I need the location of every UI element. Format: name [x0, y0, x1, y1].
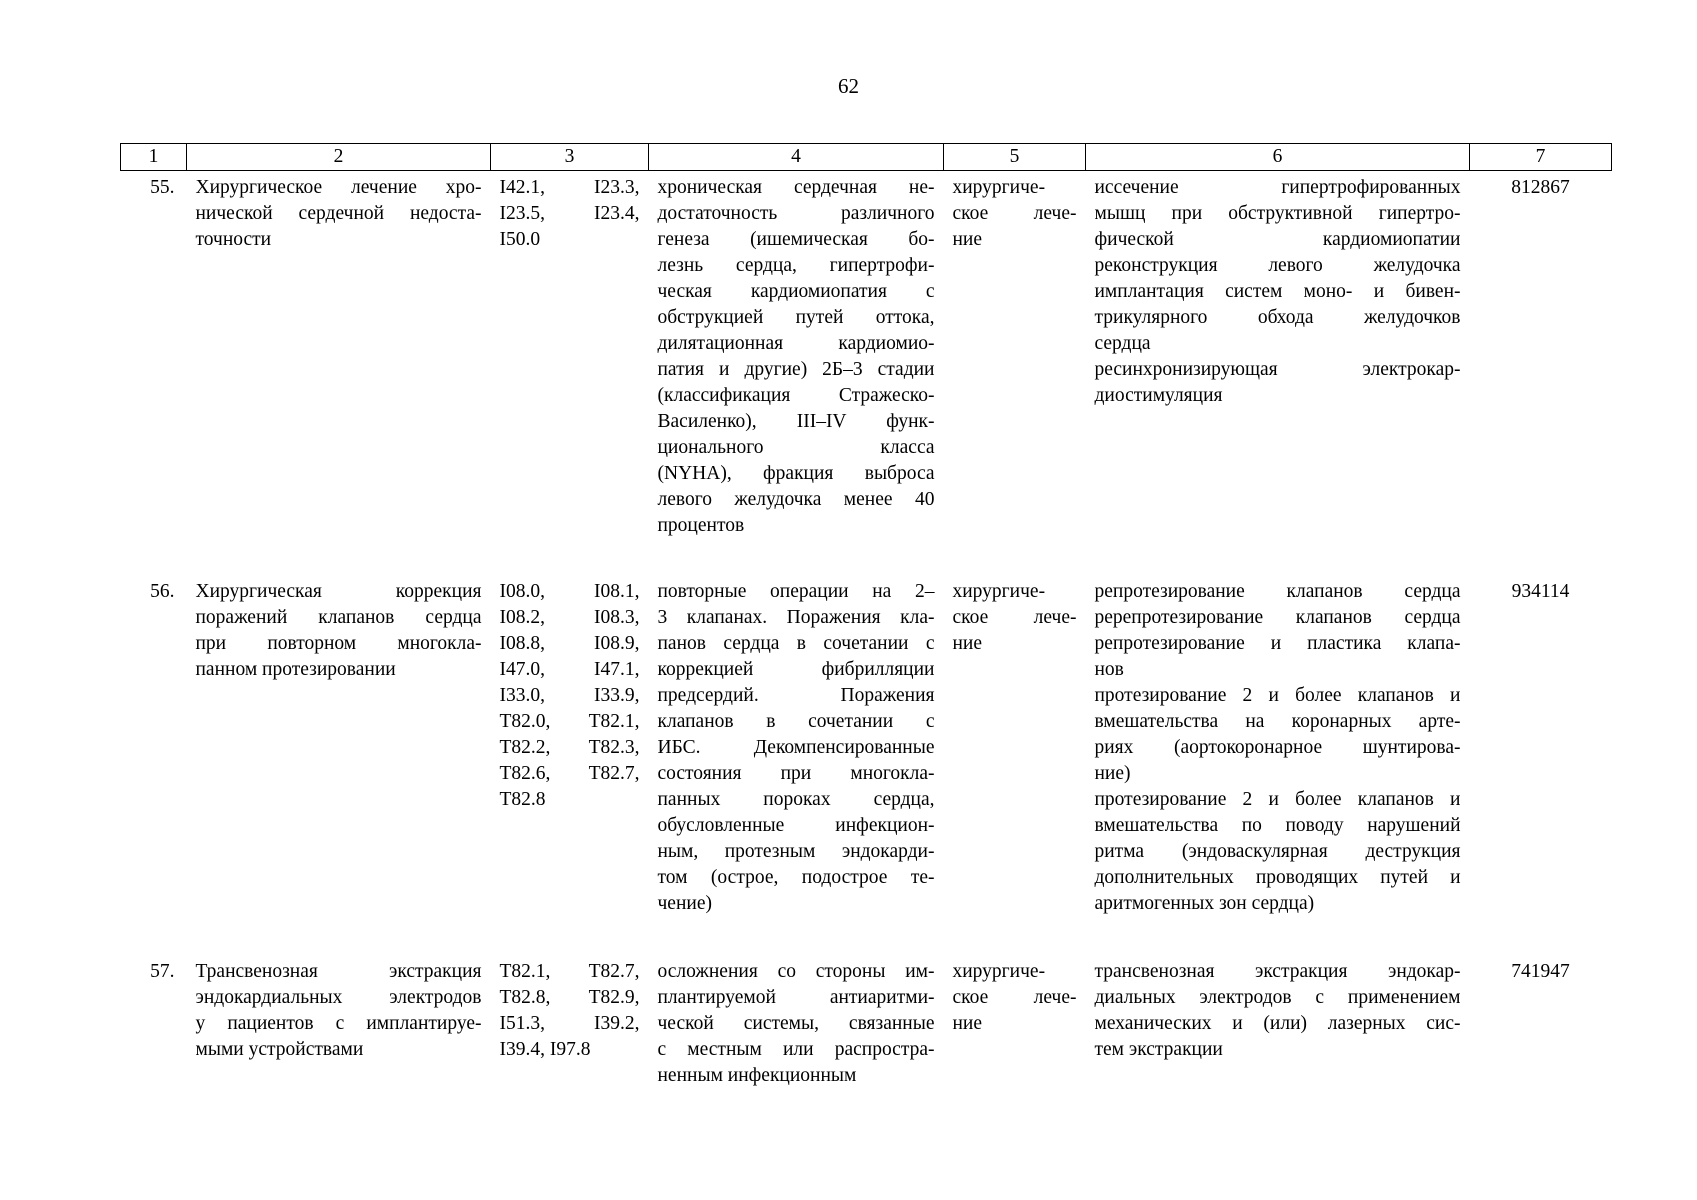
condition-description-line: 3 клапанах. Поражения кла- — [657, 607, 935, 628]
code: T82.6, — [499, 763, 551, 784]
procedure-name — [187, 539, 491, 917]
treatment-type — [944, 917, 1086, 1089]
condition-description-line: с местным или распростра- — [657, 1039, 935, 1060]
condition-description-line: панных пороках сердца, — [657, 789, 935, 810]
treatment-type-line: хирургиче- — [952, 581, 1046, 602]
column-header: 7 — [1470, 144, 1612, 171]
row-number: 56. — [150, 581, 175, 602]
code: I47.0, — [499, 659, 545, 680]
condition-description-line: (классификация Стражеско- — [657, 385, 935, 406]
condition-description-line: ным, протезным эндокарди- — [657, 841, 935, 862]
cost-value: 741947 — [1511, 961, 1570, 982]
procedure-name-line: Хирургическая коррекция — [195, 581, 482, 602]
treatment-method-line: протезирование 2 и более клапанов и — [1094, 685, 1461, 706]
procedures-table — [120, 143, 1612, 1089]
treatment-type-line: хирургиче- — [952, 961, 1046, 982]
code: T82.1, — [499, 961, 551, 982]
code: I23.4, — [594, 203, 640, 224]
condition-description-line: повторные операции на 2– — [657, 581, 935, 602]
condition-description-line: состояния при многокла- — [657, 763, 935, 784]
table-body — [121, 171, 1612, 1090]
column-header: 3 — [491, 144, 649, 171]
treatment-method-line: риях (аортокоронарное шунтирова- — [1094, 737, 1461, 758]
code: I50.0 — [499, 229, 541, 250]
treatment-method-line: сердца — [1094, 333, 1151, 354]
code: T82.2, — [499, 737, 551, 758]
condition-description-line: генеза (ишемическая бо- — [657, 229, 935, 250]
treatment-method-line: протезирование 2 и более клапанов и — [1094, 789, 1461, 810]
code: I51.3, — [499, 1013, 545, 1034]
table-header — [121, 144, 1612, 171]
procedure-name-line: точности — [195, 229, 272, 250]
code: T82.7, — [588, 763, 640, 784]
treatment-method-line: диостимуляция — [1094, 385, 1223, 406]
cost-value: 812867 — [1511, 177, 1570, 198]
treatment-type-line: ние — [952, 229, 983, 250]
treatment-method-line: ресинхронизирующая электрокар- — [1094, 359, 1461, 380]
procedure-name-line: Трансвенозная экстракция — [195, 961, 482, 982]
treatment-method-line: репротезирование клапанов сердца — [1094, 581, 1461, 602]
diagnosis-codes — [491, 917, 649, 1089]
code: T82.3, — [588, 737, 640, 758]
condition-description-line: процентов — [657, 515, 745, 536]
code: I23.5, — [499, 203, 545, 224]
condition-description-line: панов сердца в сочетании с — [657, 633, 935, 654]
code: I42.1, — [499, 177, 545, 198]
page-number: 62 — [838, 74, 859, 98]
treatment-method-line: реконструкция левого желудочка — [1094, 255, 1461, 276]
treatment-type-line: ние — [952, 633, 983, 654]
condition-description-line: (NYHA), фракция выброса — [657, 463, 935, 484]
column-header: 6 — [1086, 144, 1470, 171]
treatment-method-line: имплантация систем моно- и бивен- — [1094, 281, 1461, 302]
treatment-method — [1086, 171, 1470, 540]
code: I33.9, — [594, 685, 640, 706]
code: I47.1, — [594, 659, 640, 680]
treatment-type — [944, 539, 1086, 917]
treatment-method-line: фической кардиомиопатии — [1094, 229, 1461, 250]
procedure-name-line: панном протезировании — [195, 659, 396, 680]
table-row — [121, 539, 1612, 917]
code: T82.8 — [499, 789, 546, 810]
condition-description-line: обусловленные инфекцион- — [657, 815, 935, 836]
table-row — [121, 917, 1612, 1089]
treatment-type-line: ское лече- — [952, 203, 1077, 224]
treatment-type-line: ние — [952, 1013, 983, 1034]
procedure-name-line: Хирургическое лечение хро- — [195, 177, 482, 198]
column-header: 1 — [121, 144, 187, 171]
diagnosis-codes — [491, 539, 649, 917]
condition-description-line: левого желудочка менее 40 — [657, 489, 935, 510]
treatment-method-line: нов — [1094, 659, 1124, 680]
treatment-method-line: иссечение гипертрофированных — [1094, 177, 1461, 198]
treatment-method-line: ритма (эндоваскулярная деструкция — [1094, 841, 1461, 862]
procedure-name-line: у пациентов с имплантируе- — [195, 1013, 482, 1034]
column-header: 4 — [649, 144, 944, 171]
condition-description — [649, 917, 944, 1089]
code: I08.2, — [499, 607, 545, 628]
condition-description-line: осложнения со стороны им- — [657, 961, 935, 982]
condition-description-line: обструкцией путей оттока, — [657, 307, 935, 328]
procedure-name-line: поражений клапанов сердца — [195, 607, 482, 628]
column-header: 2 — [187, 144, 491, 171]
diagnosis-codes — [491, 171, 649, 540]
condition-description — [649, 171, 944, 540]
procedure-name-line: при повторном многокла- — [195, 633, 482, 654]
code: T82.1, — [588, 711, 640, 732]
condition-description-line: лезнь сердца, гипертрофи- — [657, 255, 935, 276]
row-number: 55. — [150, 177, 175, 198]
column-header: 5 — [944, 144, 1086, 171]
condition-description-line: Василенко), III–IV функ- — [657, 411, 935, 432]
treatment-method-line: вмешательства по поводу нарушений — [1094, 815, 1461, 836]
code: I08.8, — [499, 633, 545, 654]
condition-description-line: ИБС. Декомпенсированные — [657, 737, 935, 758]
condition-description-line: патия и другие) 2Б–3 стадии — [657, 359, 935, 380]
condition-description-line: ненным инфекционным — [657, 1065, 857, 1086]
procedure-name — [187, 917, 491, 1089]
treatment-method — [1086, 539, 1470, 917]
procedure-name-line: эндокардиальных электродов — [195, 987, 482, 1008]
treatment-method-line: механических и (или) лазерных сис- — [1094, 1013, 1461, 1034]
condition-description-line: дилятационная кардиомио- — [657, 333, 935, 354]
table-row — [121, 171, 1612, 540]
code: I39.4, I97.8 — [499, 1039, 591, 1060]
procedure-name-line: мыми устройствами — [195, 1039, 364, 1060]
cost-value: 934114 — [1511, 581, 1570, 602]
code: T82.9, — [588, 987, 640, 1008]
condition-description-line: хроническая сердечная не- — [657, 177, 935, 198]
condition-description-line: предсердий. Поражения — [657, 685, 935, 706]
code: I08.9, — [594, 633, 640, 654]
row-number: 57. — [150, 961, 175, 982]
condition-description-line: ческой системы, связанные — [657, 1013, 935, 1034]
condition-description — [649, 539, 944, 917]
treatment-method-line: вмешательства на коронарных арте- — [1094, 711, 1461, 732]
treatment-type — [944, 171, 1086, 540]
condition-description-line: ционального класса — [657, 437, 935, 458]
code: I23.3, — [594, 177, 640, 198]
treatment-method-line: тем экстракции — [1094, 1039, 1223, 1060]
procedure-name — [187, 171, 491, 540]
treatment-method-line: ререпротезирование клапанов сердца — [1094, 607, 1461, 628]
code: I08.3, — [594, 607, 640, 628]
treatment-method-line: трикулярного обхода желудочков — [1094, 307, 1461, 328]
code: I33.0, — [499, 685, 545, 706]
condition-description-line: достаточность различного — [657, 203, 935, 224]
treatment-type-line: ское лече- — [952, 987, 1077, 1008]
treatment-method — [1086, 917, 1470, 1089]
condition-description-line: клапанов в сочетании с — [657, 711, 935, 732]
condition-description-line: том (острое, подострое те- — [657, 867, 935, 888]
code: I08.0, — [499, 581, 545, 602]
condition-description-line: коррекцией фибрилляции — [657, 659, 935, 680]
condition-description-line: чение) — [657, 893, 712, 914]
treatment-method-line: репротезирование и пластика клапа- — [1094, 633, 1461, 654]
treatment-method-line: аритмогенных зон сердца) — [1094, 893, 1315, 914]
column-number-row — [121, 144, 1612, 171]
treatment-type-line: хирургиче- — [952, 177, 1046, 198]
code: I08.1, — [594, 581, 640, 602]
treatment-type-line: ское лече- — [952, 607, 1077, 628]
treatment-method-line: дополнительных проводящих путей и — [1094, 867, 1461, 888]
treatment-method-line: мышц при обструктивной гипертро- — [1094, 203, 1461, 224]
code: T82.0, — [499, 711, 551, 732]
treatment-method-line: ние) — [1094, 763, 1131, 784]
condition-description-line: плантируемой антиаритми- — [657, 987, 935, 1008]
code: I39.2, — [594, 1013, 640, 1034]
condition-description-line: ческая кардиомиопатия с — [657, 281, 935, 302]
code: T82.8, — [499, 987, 551, 1008]
treatment-method-line: диальных электродов с применением — [1094, 987, 1461, 1008]
procedure-name-line: нической сердечной недоста- — [195, 203, 482, 224]
treatment-method-line: трансвенозная экстракция эндокар- — [1094, 961, 1461, 982]
code: T82.7, — [588, 961, 640, 982]
